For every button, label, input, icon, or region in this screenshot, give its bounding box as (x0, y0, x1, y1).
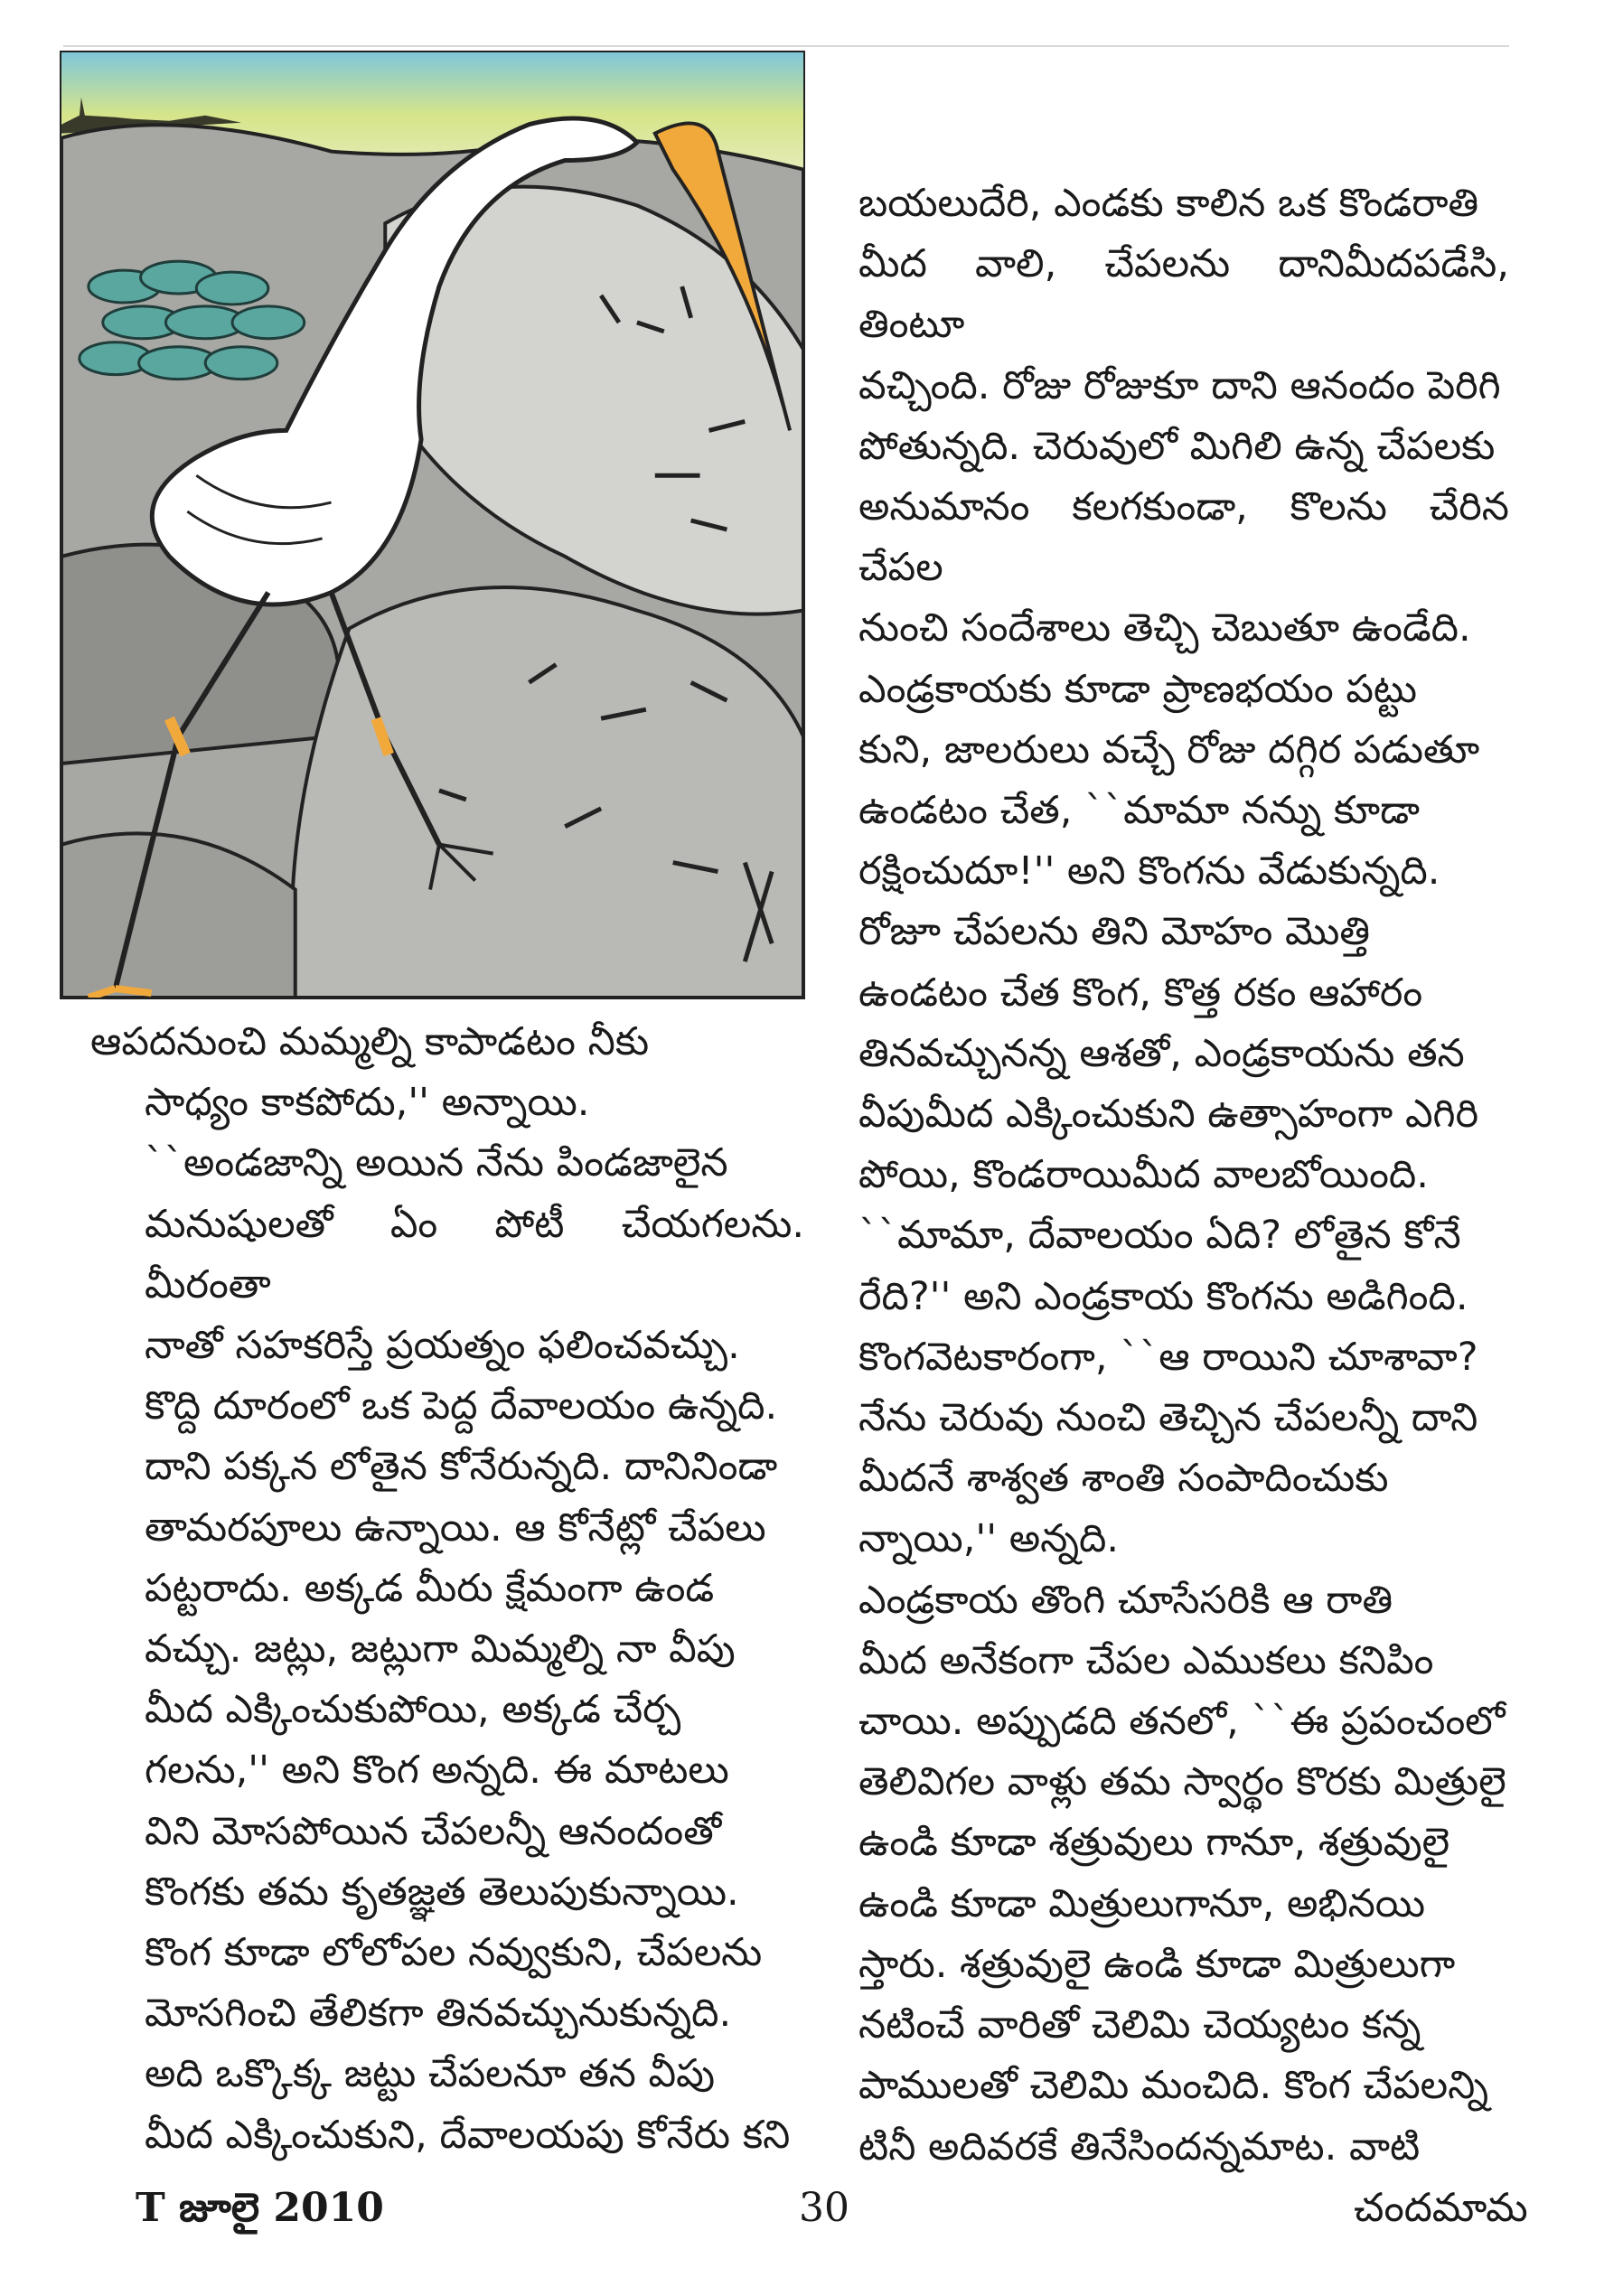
crane-on-rocks-illustration (60, 51, 805, 999)
paragraph: ఆపదనుంచి మమ్మల్ని కాపాడటం నీకు సాధ్యం కాకపోదు,'' అన్నాయి. (90, 1019, 650, 1126)
paragraph: ఎండ్రకాయ తొంగి చూసేసరికి ఆ రాతి మీద అనేకంగా చేపల ఎముకలు కనిపిం చాయి. అప్పుడది తనలో, ``ఈ ప్రపంచంలో తెలివిగల వాళ్లు తమ స్వార్థం కొరకు మిత్రులై ఉండి కూడా శత్రువులు గానూ, శత్రువులై ఉండి కూడా మిత్రులుగానూ, అభినయి స్తారు. శత్రువులై ఉండి కూడా మిత్రులుగా నటించే వారితో చెలిమి చెయ్యటం కన్న పాములతో చెలిమి మంచిది. కొంగ చేపలన్ని టినీ అదివరకే తినేసిందన్నమాట. వాటి (858, 1577, 1506, 2169)
crane-illustration-svg (61, 52, 803, 998)
article-right-column (858, 173, 1509, 2178)
paragraph: కొంగవెటకారంగా, ``ఆ రాయిని చూశావా? నేను చెరువు నుంచి తెచ్చిన చేపలన్నీ దాని మీదనే శాశ్వత శాంతి సంపాదించుకు న్నాయి,'' అన్నది. (858, 1334, 1478, 1562)
paragraph: అది ఒక్కొక్క జట్టు చేపలనూ తన వీపు మీద ఎక్కించుకుని, దేవాలయపు కోనేరు కని (145, 2051, 791, 2158)
top-rule (63, 45, 1509, 47)
page-number: 30 (799, 2185, 849, 2231)
magazine-name: చందమామ (1354, 2185, 1528, 2231)
paragraph: బయలుదేరి, ఎండకు కాలిన ఒక కొండరాతి మీద వాలి, చేపలను దానిమీదపడేసి, తింటూ వచ్చింది. రోజు రోజుకూ దాని ఆనందం పెరిగి పోతున్నది. చెరువులో మిగిలి ఉన్న చేపలకు అనుమానం కలగకుండా, కొలను చేరిన చేపల నుంచి సందేశాలు తెచ్చి చెబుతూ ఉండేది. ఎండ్రకాయకు కూడా ప్రాణభయం పట్టు కుని, జాలరులు వచ్చే రోజు దగ్గిర పడుతూ ఉండటం చేత, ``మామా నన్ను కూడా రక్షించుదూ!'' అని కొంగను వేడుకున్నది. (858, 181, 1509, 895)
issue-date: T జూలై 2010 (136, 2185, 384, 2231)
paragraph: రోజూ చేపలను తిని మోహం మొత్తి ఉండటం చేత కొంగ, కొత్త రకం ఆహారం తినవచ్చునన్న ఆశతో, ఎండ్రకాయను తన వీపుమీద ఎక్కించుకుని ఉత్సాహంగా ఎగిరి పోయి, కొండరాయిమీద వాలబోయింది. (858, 909, 1479, 1198)
article-left-column (90, 1012, 804, 2166)
paragraph: ``అండజాన్ని అయిన నేను పిండజాలైన మనుషులతో ఏం పోటీ చేయగలను. మీరంతా నాతో సహకరిస్తే ప్రయత్నం ఫలించవచ్చు. కొద్ది దూరంలో ఒక పెద్ద దేవాలయం ఉన్నది. దాని పక్కన లోతైన కోనేరున్నది. దానినిండా తామరపూలు ఉన్నాయి. ఆ కోనేట్లో చేపలు పట్టరాదు. అక్కడ మీరు క్షేమంగా ఉండ వచ్చు. జట్లు, జట్లుగా మిమ్మల్ని నా వీపు మీద ఎక్కించుకుపోయి, అక్కడ చేర్చ గలను,'' అని కొంగ అన్నది. ఈ మాటలు విని మోసపోయిన చేపలన్నీ ఆనందంతో కొంగకు తమ కృతజ్ఞత తెలుపుకున్నాయి. కొంగ కూడా లోలోపల నవ్వుకుని, చేపలను మోసగించి తేలికగా తినవచ్చునుకున్నది. (145, 1140, 804, 2037)
paragraph: ``మామా, దేవాలయం ఏది? లోతైన కోనే రేది?'' అని ఎండ్రకాయ కొంగను అడిగింది. (858, 1213, 1468, 1319)
